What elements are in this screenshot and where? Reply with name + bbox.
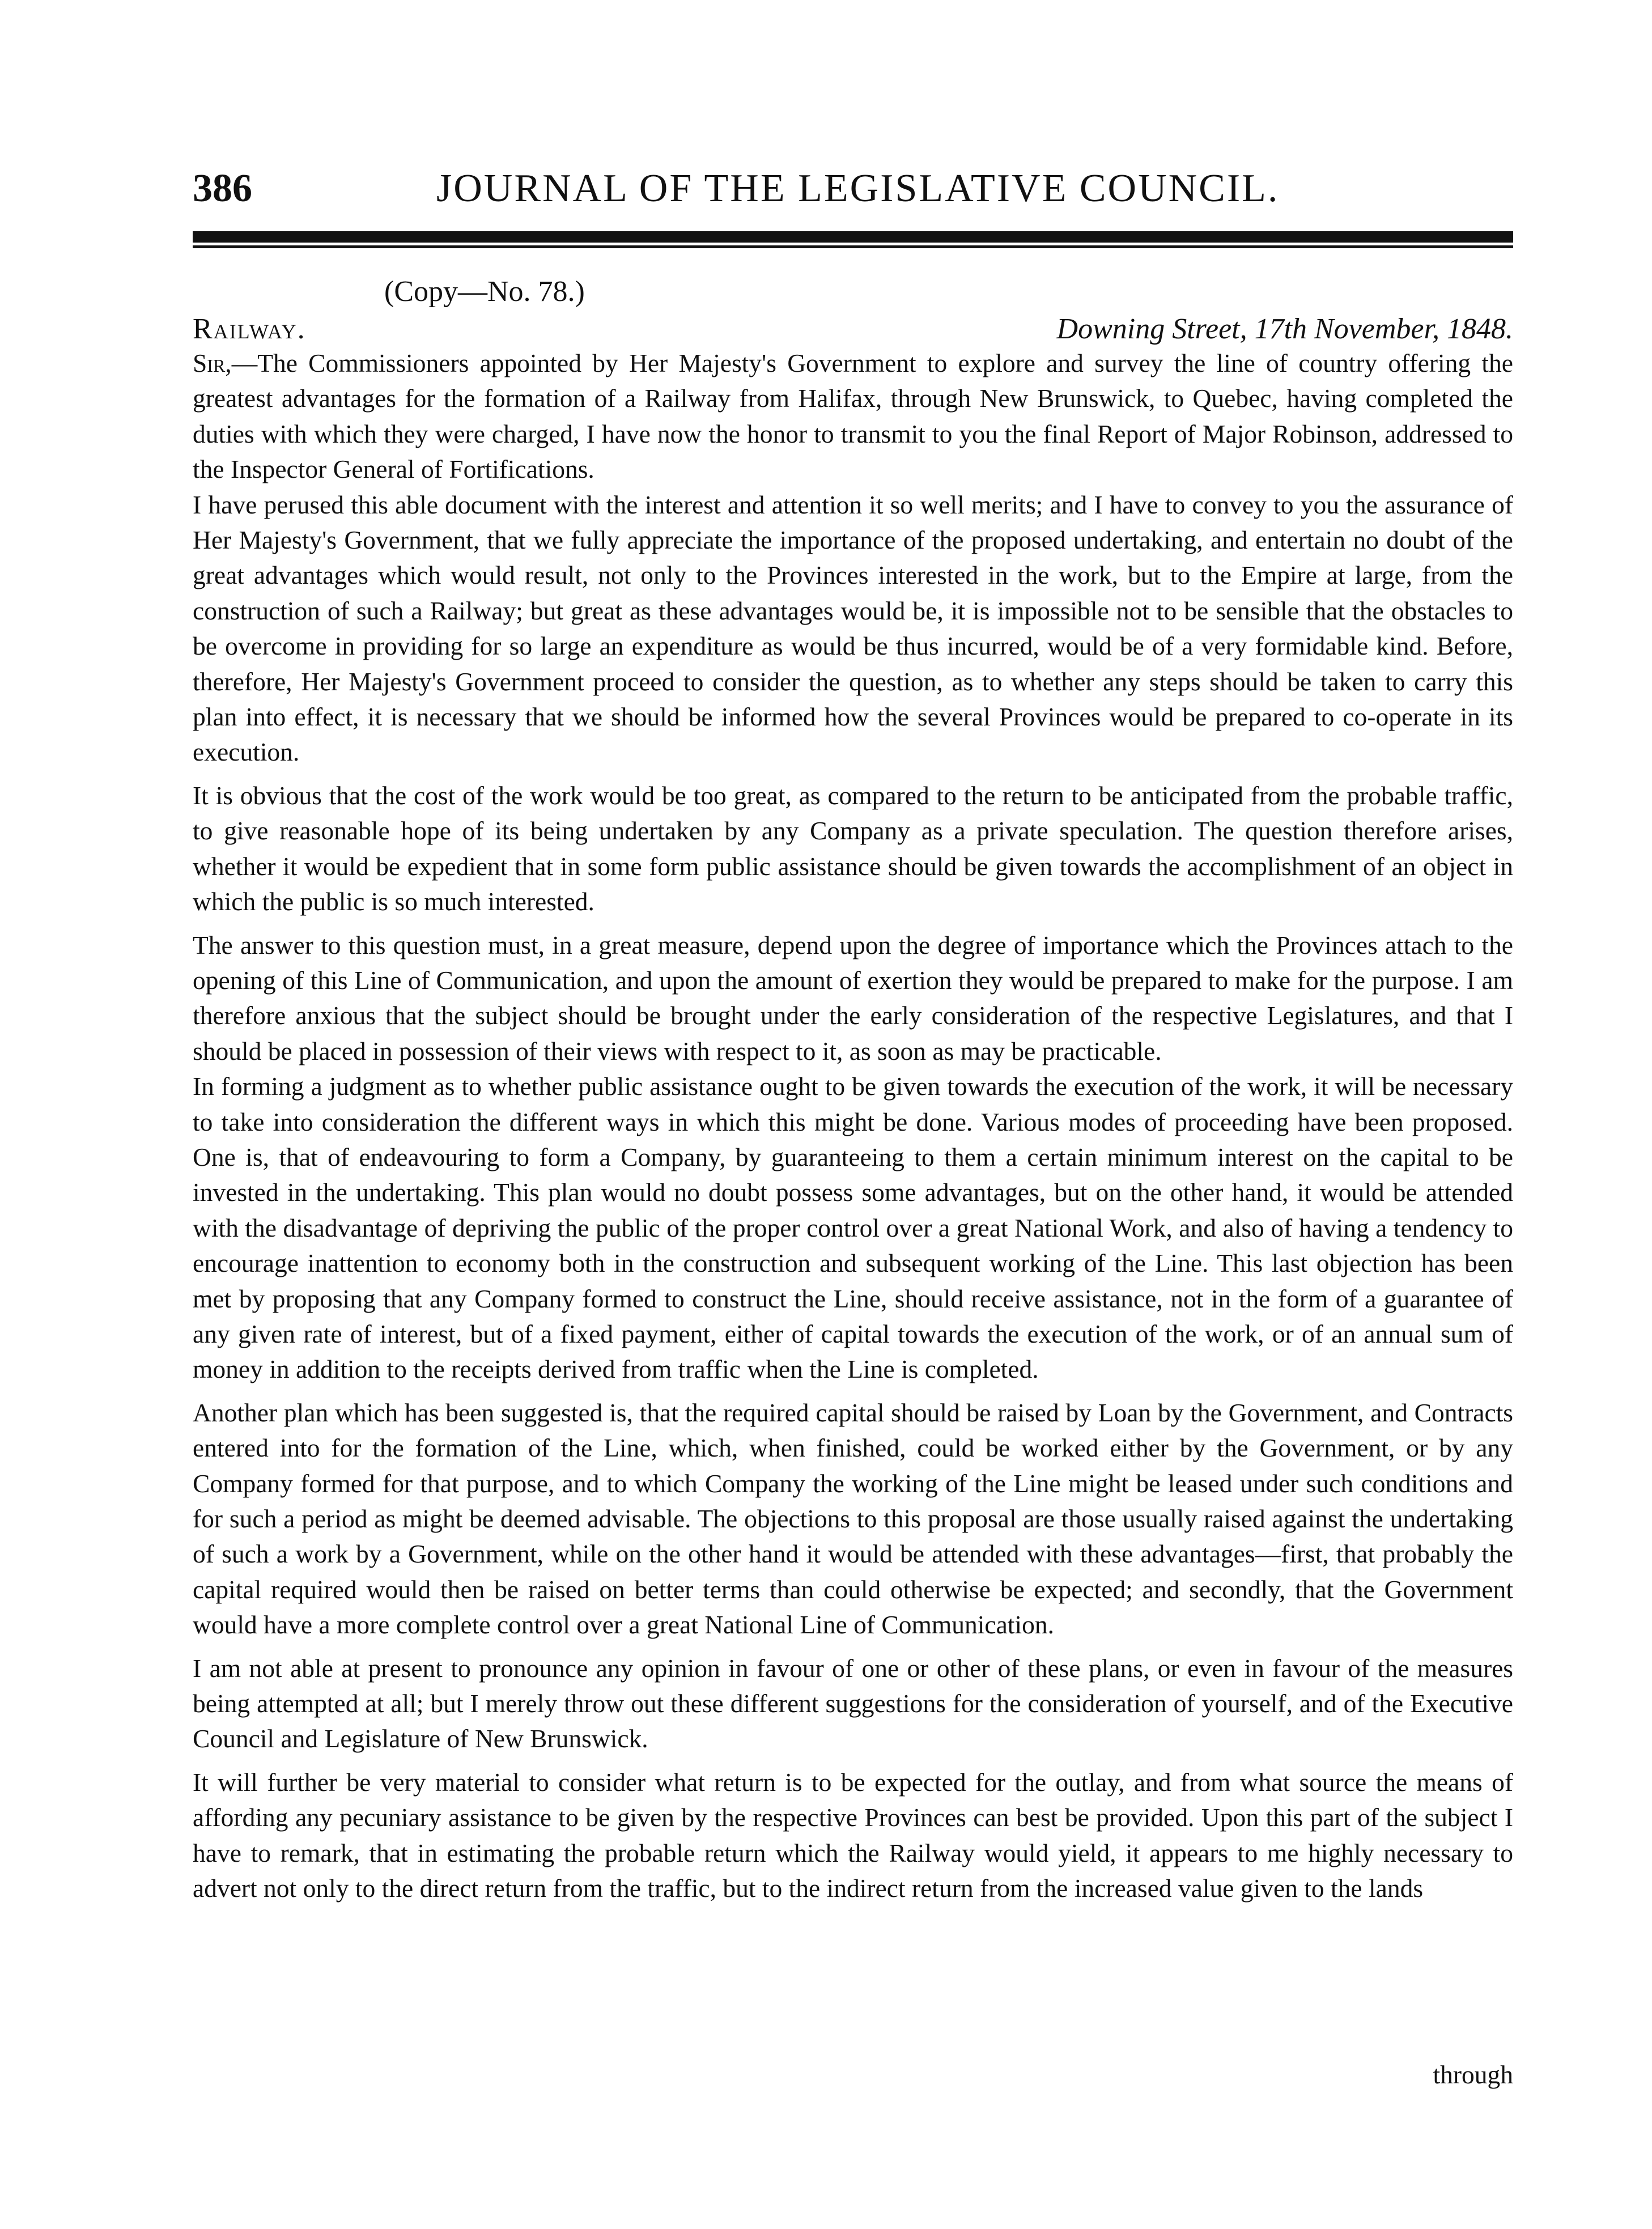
paragraph-8: It will further be very material to consider what return is to be expected for the outlay, and from what source the means of affording any pecuniary assistance to be given by the respective Provinces can best be provided. Upon this part of the subject I have to remark, that in estimating the probable return which the Railway would yield, it appears to me highly necessary to advert not only to the direct return from the traffic, but to the indirect return from the increased value given to the lands (193, 1767, 1513, 1903)
salutation: Sir, (193, 349, 232, 377)
paragraph-5: In forming a judgment as to whether public assistance ought to be given towards the execution of the work, it will be necessary to take into consideration the different ways in which this might be done. Various modes of proceeding have been proposed. One is, that of endeavouring to form a Company, by guaranteeing to them a certain minimum interest on the capital to be invested in the undertaking. This plan would no doubt possess some advantages, but on the other hand, it would be attended with the disadvantage of depriving the public of the proper control over a great National Work, and also of having a tendency to encourage inattention to economy both in the construction and subsequent working of the Line. This last objection has been met by proposing that any Company formed to construct the Line, should receive assistance, not in the form of a guarantee of any given rate of interest, but of a fixed payment, either of capital towards the execution of the work, or of an annual sum of money in addition to the receipts derived from traffic when the Line is completed. (193, 1072, 1513, 1384)
paragraph-2: I have perused this able document with the interest and attention it so well merits; and I have to convey to you the assurance of Her Majesty's Government, that we fully appreciate the importance of the proposed undertaking, and entertain no doubt of the great advantages which would result, not only to the Provinces interested in the work, but to the Empire at large, from the construction of such a Railway; but great as these advantages would be, it is impossible not to be sensible that the obstacles to be overcome in providing for so large an expenditure as would be thus incurred, would be of a very formidable kind. Before, therefore, Her Majesty's Government proceed to consider the question, as to whether any steps should be taken to carry this plan into effect, it is necessary that we should be informed how the several Provinces would be prepared to co-operate in its execution. (193, 490, 1513, 767)
dateline: Downing Street, 17th November, 1848. (1056, 313, 1513, 345)
subject-line (193, 309, 1513, 349)
paragraph-1 (193, 346, 1513, 487)
catchword: through (1433, 2060, 1513, 2089)
running-title: JOURNAL OF THE LEGISLATIVE COUNCIL. (436, 167, 1280, 210)
paragraph-3: It is obvious that the cost of the work would be too great, as compared to the return to be anticipated from the probable traffic, to give reasonable hope of its being undertaken by any Company as a private speculation. The question therefore arises, whether it would be expedient that in some form public assistance should be given towards the accomplishment of an object in which the public is so much interested. (193, 780, 1513, 916)
paragraph-6: Another plan which has been suggested is, that the required capital should be raised by Loan by the Government, and Contracts entered into for the formation of the Line, which, when finished, could be worked either by the Government, or by any Company formed for that purpose, and to which Company the working of the Line might be leased under such conditions and for such a period as might be deemed advisable. The objections to this proposal are those usually raised against the undertaking of such a work by a Government, while on the other hand it would be attended with these advantages—first, that probably the capital required would then be raised on better terms than could otherwise be expected; and secondly, that the Government would have a more complete control over a great National Line of Communication. (193, 1398, 1513, 1640)
subject-heading: Railway. (193, 313, 306, 345)
page-number: 386 (193, 167, 252, 210)
paragraph-1-text: —The Commissioners appointed by Her Majesty's Government to explore and survey the line of country offering the greatest advantages for the formation of a Railway from Halifax, through New Brunswick, to Quebec, having completed the duties with which they were charged, I have now the honor to transmit to you the final Report of Major Robinson, addressed to the Inspector General of Fortifications. (193, 349, 1513, 484)
paragraph-7: I am not able at present to pronounce any opinion in favour of one or other of these plans, or even in favour of the measures being attempted at all; but I merely throw out these different suggestions for the consideration of yourself, and of the Executive Council and Legislature of New Brunswick. (193, 1653, 1513, 1754)
header-rule (193, 231, 1513, 248)
paragraph-4: The answer to this question must, in a great measure, depend upon the degree of importance which the Provinces attach to the opening of this Line of Communication, and upon the amount of exertion they would be prepared to make for the purpose. I am therefore anxious that the subject should be brought under the early consideration of the respective Legislatures, and that I should be placed in possession of their views with respect to it, as soon as may be practicable. (193, 930, 1513, 1065)
page-header (193, 158, 1513, 220)
letter-body (193, 346, 1513, 1906)
copy-label: (Copy—No. 78.) (384, 275, 585, 308)
